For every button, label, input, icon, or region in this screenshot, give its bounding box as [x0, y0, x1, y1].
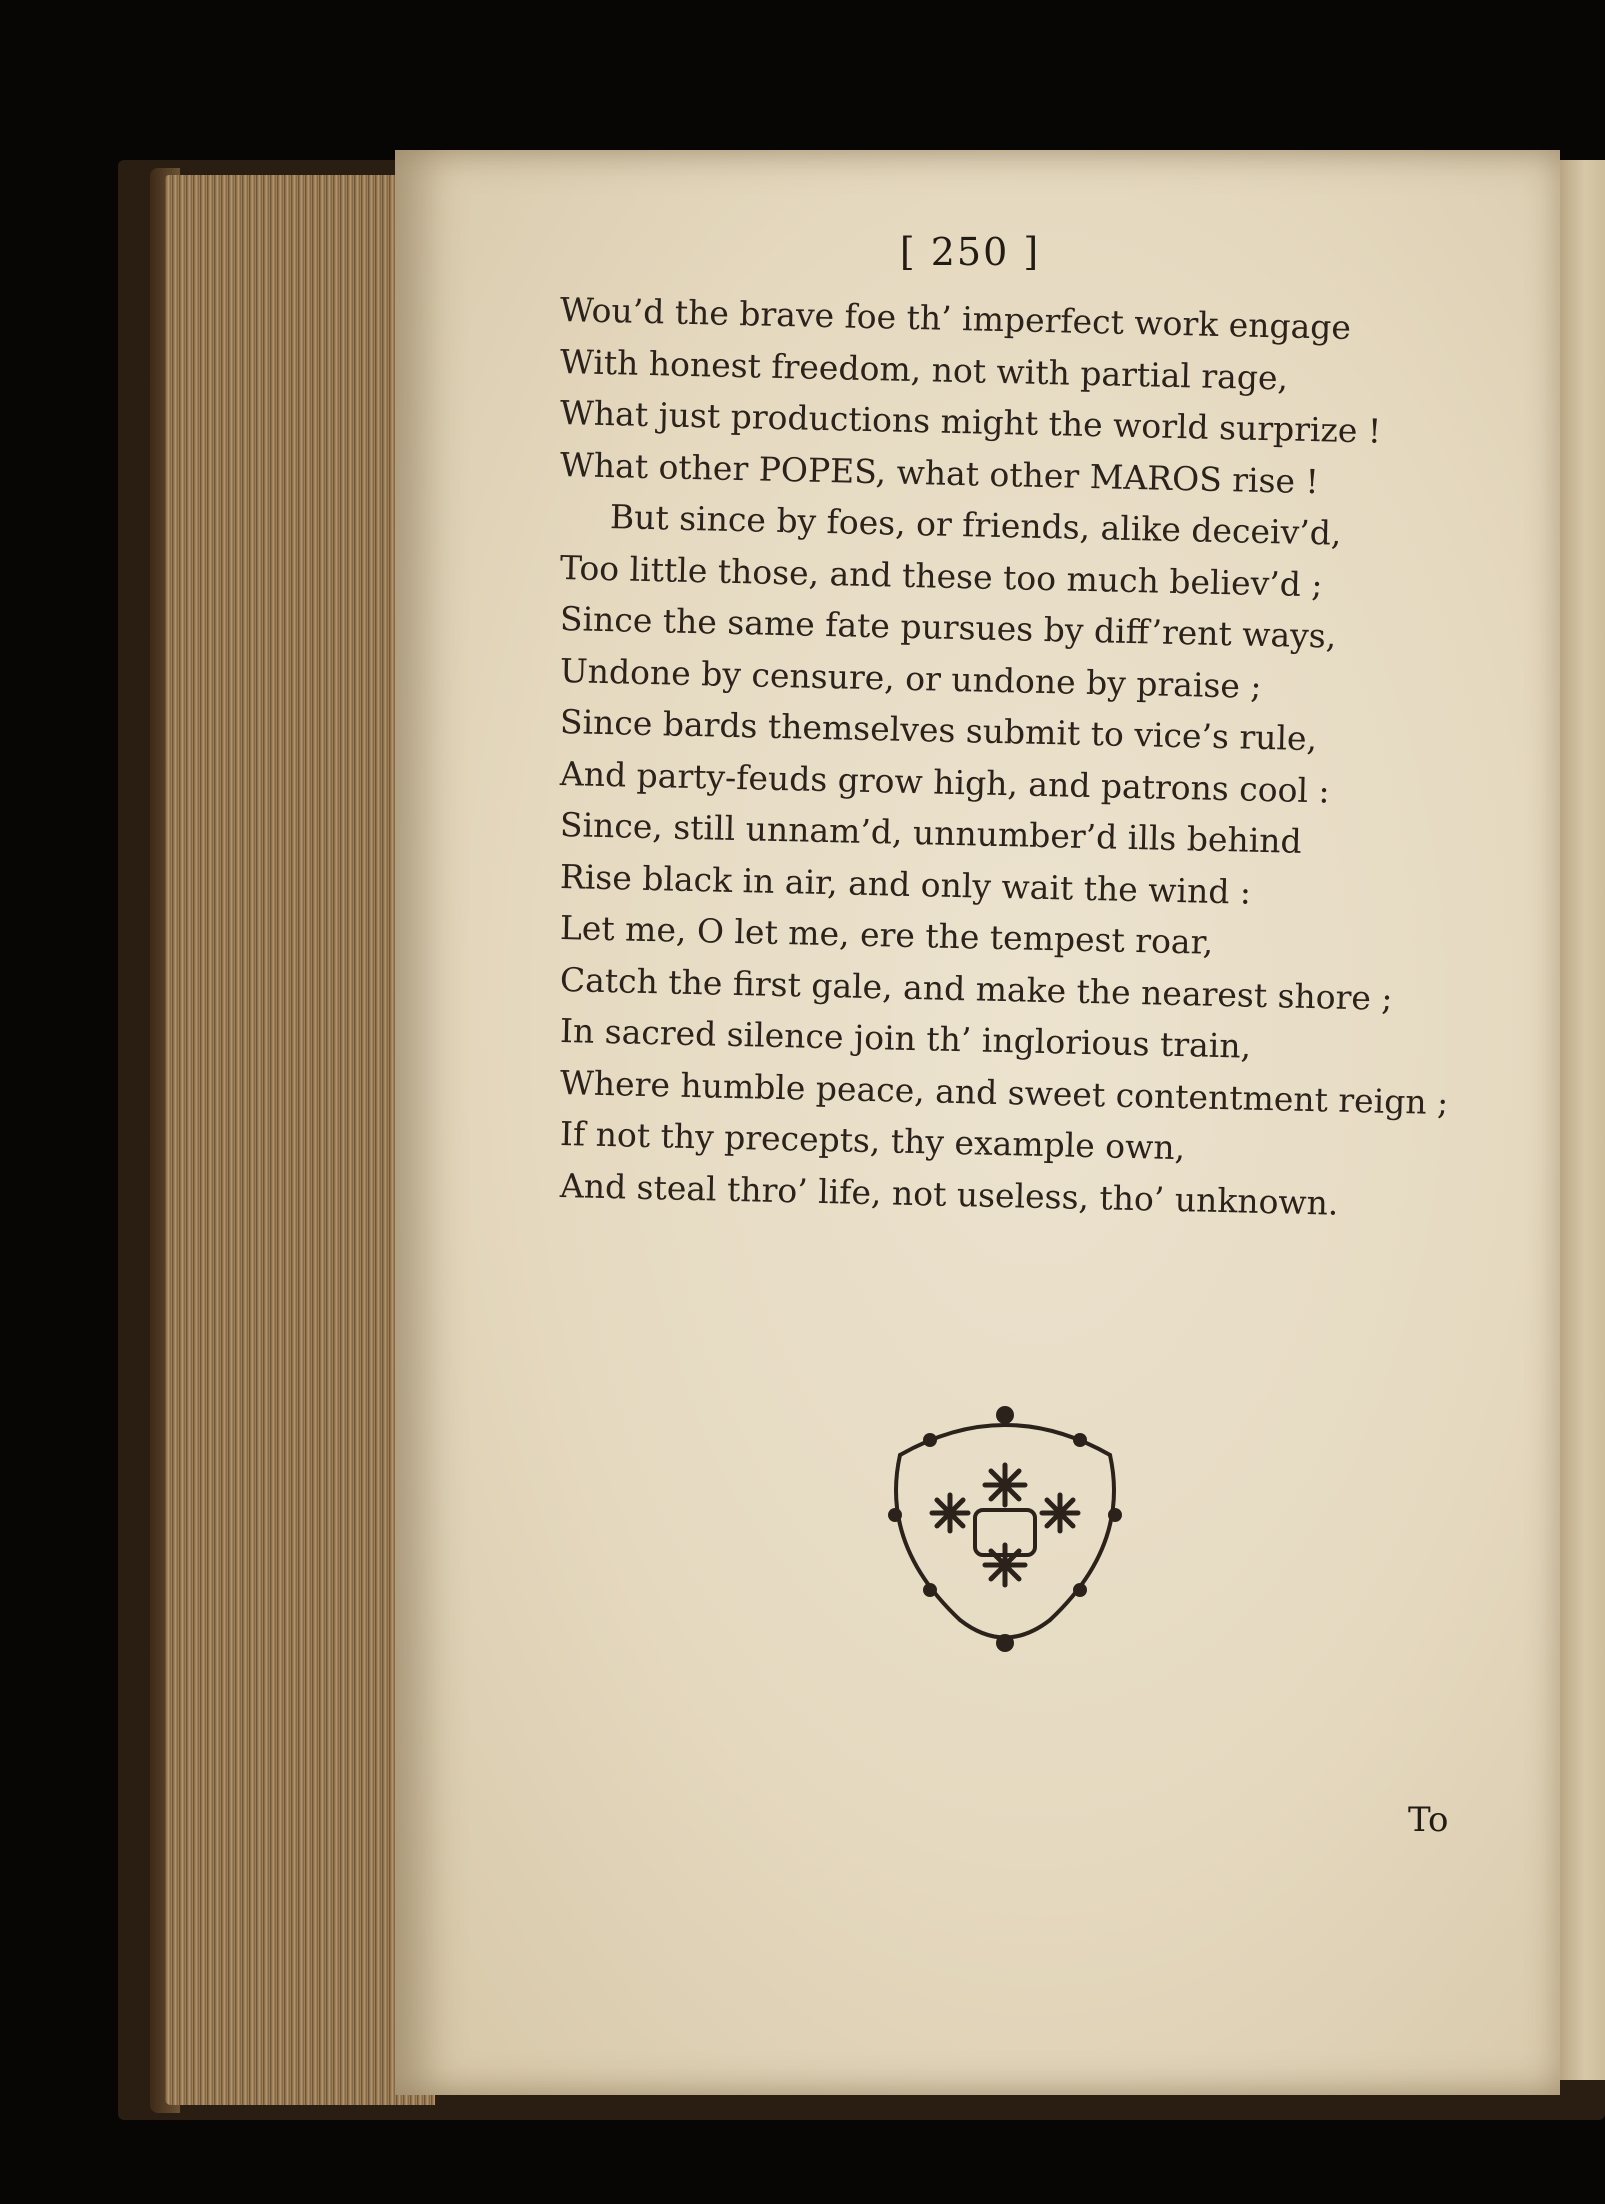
poem-line: And steal thro’ life, not useless, tho’ unknown.: [559, 1165, 1339, 1223]
poem-line: Since the same fate pursues by diff’rent ways,: [559, 599, 1337, 656]
poem-line: What other POPES, what other MAROS rise !: [559, 444, 1320, 501]
poem-line: Rise black in air, and only wait the wind :: [559, 856, 1252, 912]
floral-ornament-icon: [870, 1395, 1140, 1665]
poem-line: If not thy precepts, thy example own,: [559, 1114, 1186, 1168]
poem-line: But since by foes, or friends, alike deceiv’d,: [609, 497, 1342, 553]
poem-line: Catch the first gale, and make the nearest shore ;: [559, 959, 1393, 1018]
poem-line: Since bards themselves submit to vice’s rule,: [559, 702, 1318, 759]
poem-line: And party-feuds grow high, and patrons cool :: [559, 753, 1331, 810]
poem-line: Too little those, and these too much believ’d ;: [559, 547, 1323, 604]
poem-line: Where humble peace, and sweet contentment reign ;: [559, 1062, 1449, 1122]
poem-line: Undone by censure, or undone by praise ;: [559, 650, 1262, 706]
poem-line: With honest freedom, not with partial rage,: [559, 341, 1289, 398]
catchword: To: [1408, 1800, 1449, 1840]
poem-line: What just productions might the world surprize !: [559, 393, 1382, 451]
poem-text-block: [559, 230, 1449, 1223]
poem-line: Wou’d the brave foe th’ imperfect work engage: [559, 290, 1352, 347]
poem-line: Since, still unnam’d, unnumber’d ills behind: [559, 805, 1303, 861]
facing-page-edge: [1555, 160, 1605, 2080]
poem-line: Let me, O let me, ere the tempest roar,: [559, 908, 1214, 962]
page-number: [ 250 ]: [899, 230, 1041, 274]
poem-line: In sacred silence join th’ inglorious train,: [559, 1011, 1252, 1066]
poem-lines: [559, 284, 1449, 1223]
